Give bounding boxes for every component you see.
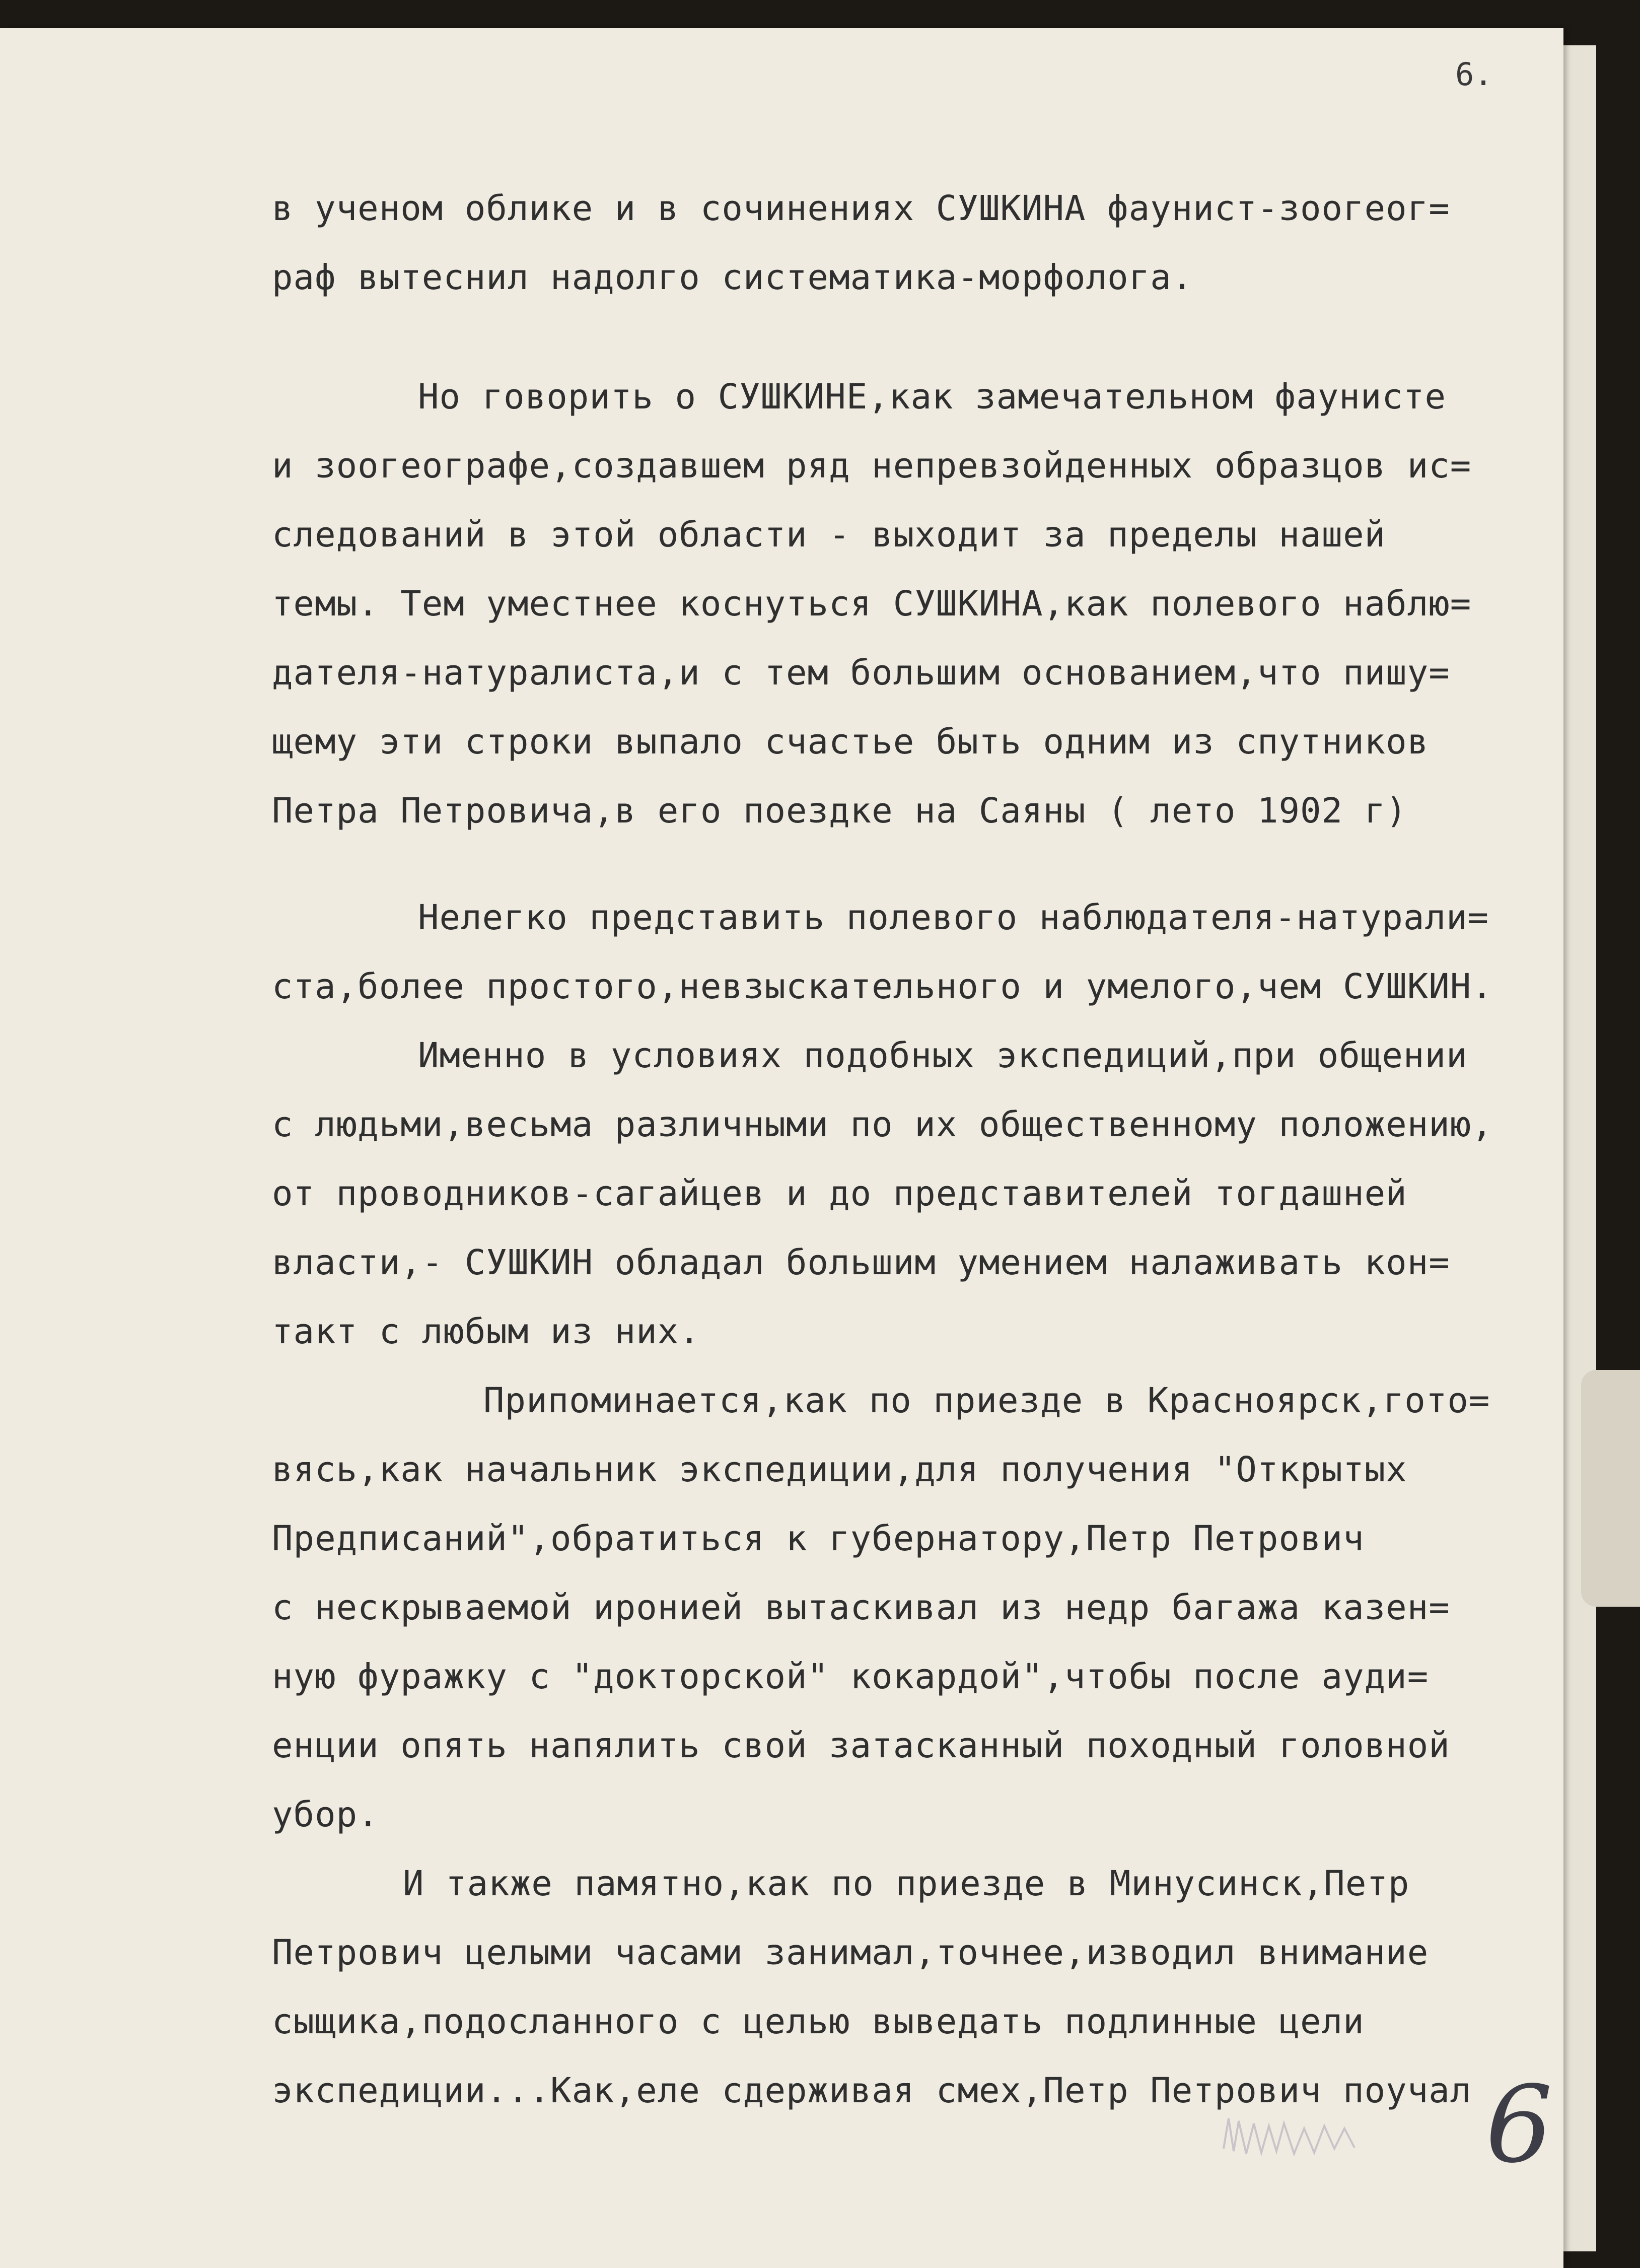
paragraph-2 (272, 363, 1571, 846)
text-line: И также памятно,как по приезде в Минусинск,Петр (403, 1864, 1410, 1904)
page-number-top: 6. (1455, 56, 1493, 93)
text-line: раф вытеснил надолго систематика-морфолога. (272, 257, 1193, 298)
pencil-scribble (1219, 2108, 1370, 2164)
text-line: Именно в условиях подобных экспедиций,при общении (418, 1036, 1468, 1076)
text-line: Но говорить о СУШКИНЕ,как замечательном фаунисте (418, 377, 1446, 417)
text-line: щему эти строки выпало счастье быть одним из спутников (272, 722, 1429, 762)
text-line: Нелегко представить полевого наблюдателя-натурали= (418, 898, 1489, 938)
text-line: Предписаний",обратиться к губернатору,Петр Петрович (272, 1519, 1365, 1559)
text-line: Петрович целыми часами занимал,точнее,изводил внимание (272, 1933, 1429, 1973)
text-line: следований в этой области - выходит за пределы нашей (272, 515, 1386, 555)
text-line: енции опять напялить свой затасканный походный головной (272, 1726, 1450, 1766)
text-line: Припоминается,как по приезде в Красноярск,гото= (483, 1381, 1490, 1421)
text-line: такт с любым из них. (272, 1312, 700, 1352)
binding-clip (1581, 1370, 1640, 1607)
text-line: убор. (272, 1795, 379, 1835)
text-line: Петра Петровича,в его поездке на Саяны ( лето 1902 г) (272, 791, 1407, 831)
text-line: ста,более простого,невзыскательного и умелого,чем СУШКИН. (272, 967, 1493, 1007)
body-text (272, 174, 1571, 2125)
paragraph-4 (272, 1021, 1571, 1366)
paragraph-1 (272, 174, 1571, 312)
text-line: сыщика,подосланного с целью выведать подлинные цели (272, 2002, 1365, 2042)
text-line: ную фуражку с "докторской" кокардой",чтобы после ауди= (272, 1657, 1429, 1697)
text-line: экспедиции...Как,еле сдерживая смех,Петр Петрович поучал (272, 2071, 1472, 2111)
text-line: власти,- СУШКИН обладал большим умением налаживать кон= (272, 1243, 1450, 1283)
paragraph-3 (272, 883, 1571, 1021)
text-line: от проводников-сагайцев и до представителей тогдашней (272, 1174, 1407, 1214)
text-line: в ученом облике и в сочинениях СУШКИНА фаунист-зоогеог= (272, 188, 1450, 229)
text-line: дателя-натуралиста,и с тем большим основанием,что пишу= (272, 653, 1450, 693)
text-line: и зоогеографе,создавшем ряд непревзойденных образцов ис= (272, 446, 1472, 486)
text-line: вясь,как начальник экспедиции,для получения "Открытых (272, 1450, 1407, 1490)
text-line: с нескрываемой иронией вытаскивал из недр багажа казен= (272, 1588, 1450, 1628)
handwritten-page-number: 6 (1485, 2063, 1553, 2186)
paragraph-5 (272, 1366, 1571, 1849)
text-line: с людьми,весьма различными по их общественному положению, (272, 1105, 1493, 1145)
paragraph-6 (272, 1849, 1571, 2125)
text-line: темы. Тем уместнее коснуться СУШКИНА,как полевого наблю= (272, 584, 1472, 624)
typewritten-page (0, 28, 1563, 2268)
